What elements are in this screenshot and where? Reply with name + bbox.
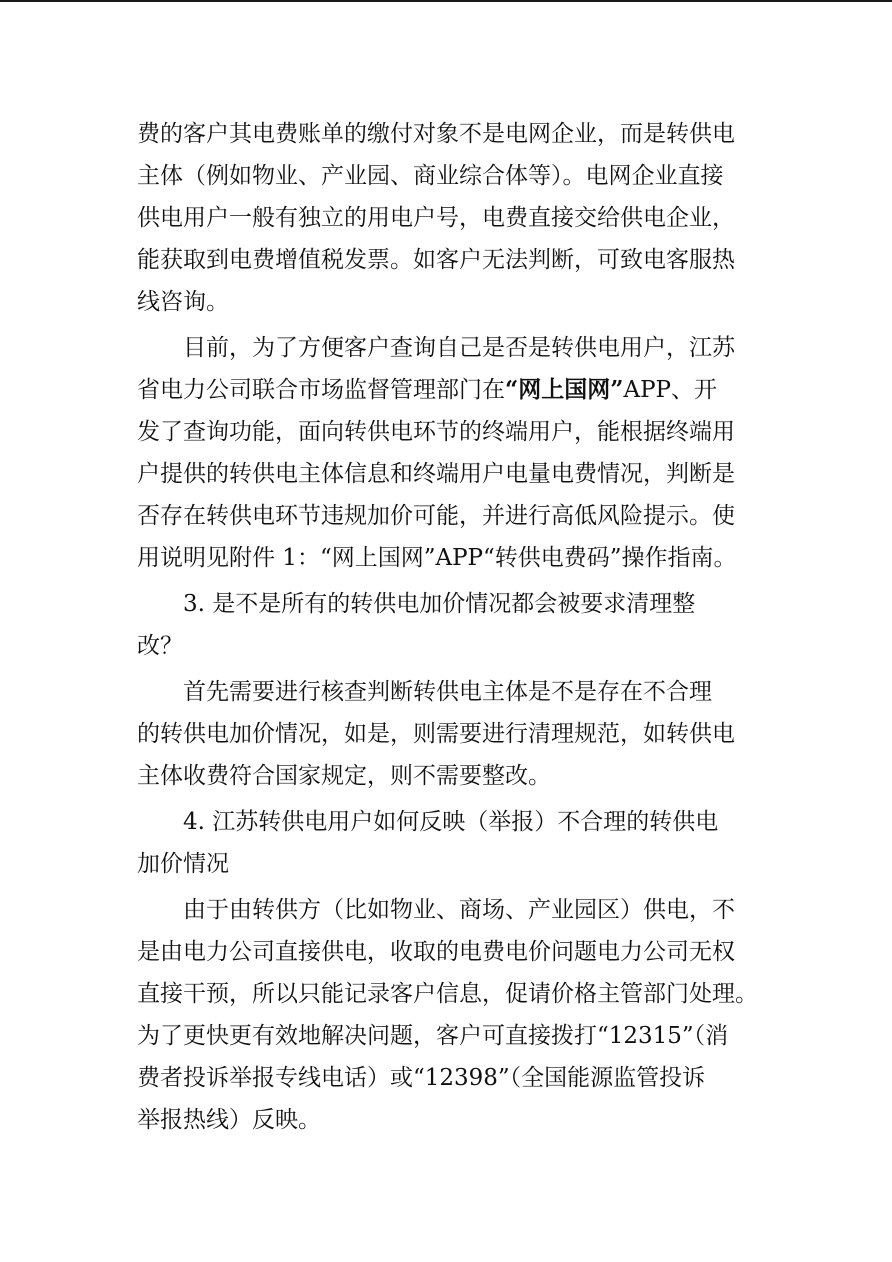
text-line: 用说明见附件 1：“网上国网”APP“转供电费码”操作指南。 — [137, 545, 737, 571]
text-line: 目前，为了方便客户查询自己是否是转供电用户，江苏 — [183, 335, 735, 361]
text-line: 主体（例如物业、产业园、商业综合体等）。电网企业直接 — [137, 163, 724, 189]
text-line: 直接干预，所以只能记录客户信息，促请价格主管部门处理。 — [137, 981, 758, 1007]
app-name-bold: “网上国网” — [505, 376, 624, 403]
text-line: 费者投诉举报专线电话）或“12398”（全国能源监管投诉 — [137, 1065, 706, 1091]
text-line: 举报热线）反映。 — [137, 1107, 321, 1133]
paragraph-rectification — [137, 671, 761, 797]
paragraph-query-function — [137, 327, 761, 579]
text-line: 供电用户一般有独立的用电户号，电费直接交给供电企业， — [137, 205, 735, 231]
heading-line: 4. 江苏转供电用户如何反映（举报）不合理的转供电 — [183, 809, 719, 835]
text-line: 由于由转供方（比如物业、商场、产业园区）供电，不 — [183, 897, 735, 923]
text-line: 首先需要进行核查判断转供电主体是不是存在不合理 — [183, 679, 712, 705]
section-heading-4 — [137, 801, 761, 885]
text-line: 发了查询功能，面向转供电环节的终端用户，能根据终端用 — [137, 419, 735, 445]
text-line — [137, 369, 761, 411]
text-line: 的转供电加价情况，如是，则需要进行清理规范，如转供电 — [137, 721, 735, 747]
text-line: 能获取到电费增值税发票。如客户无法判断，可致电客服热 — [137, 247, 735, 273]
text-line: 主体收费符合国家规定，则不需要整改。 — [137, 763, 551, 789]
heading-line: 改？ — [137, 633, 183, 659]
text-line: 线咨询。 — [137, 289, 229, 315]
text-segment: 省电力公司联合市场监督管理部门在 — [137, 377, 505, 403]
paragraph-continuation — [137, 113, 761, 323]
heading-line: 加价情况 — [137, 851, 229, 877]
heading-line: 3. 是不是所有的转供电加价情况都会被要求清理整 — [183, 591, 696, 617]
document-body — [137, 113, 761, 1141]
text-line: 为了更快更有效地解决问题，客户可直接拨打“12315”（消 — [137, 1023, 729, 1049]
paragraph-reporting — [137, 889, 761, 1141]
text-line: 户提供的转供电主体信息和终端用户电量电费情况，判断是 — [137, 461, 735, 487]
page-top-border — [0, 0, 892, 2]
text-line: 是由电力公司直接供电，收取的电费电价问题电力公司无权 — [137, 939, 735, 965]
text-segment: APP、开 — [623, 377, 718, 403]
text-line: 否存在转供电环节违规加价可能，并进行高低风险提示。使 — [137, 503, 735, 529]
text-line: 费的客户其电费账单的缴付对象不是电网企业，而是转供电 — [137, 121, 735, 147]
section-heading-3 — [137, 583, 761, 667]
